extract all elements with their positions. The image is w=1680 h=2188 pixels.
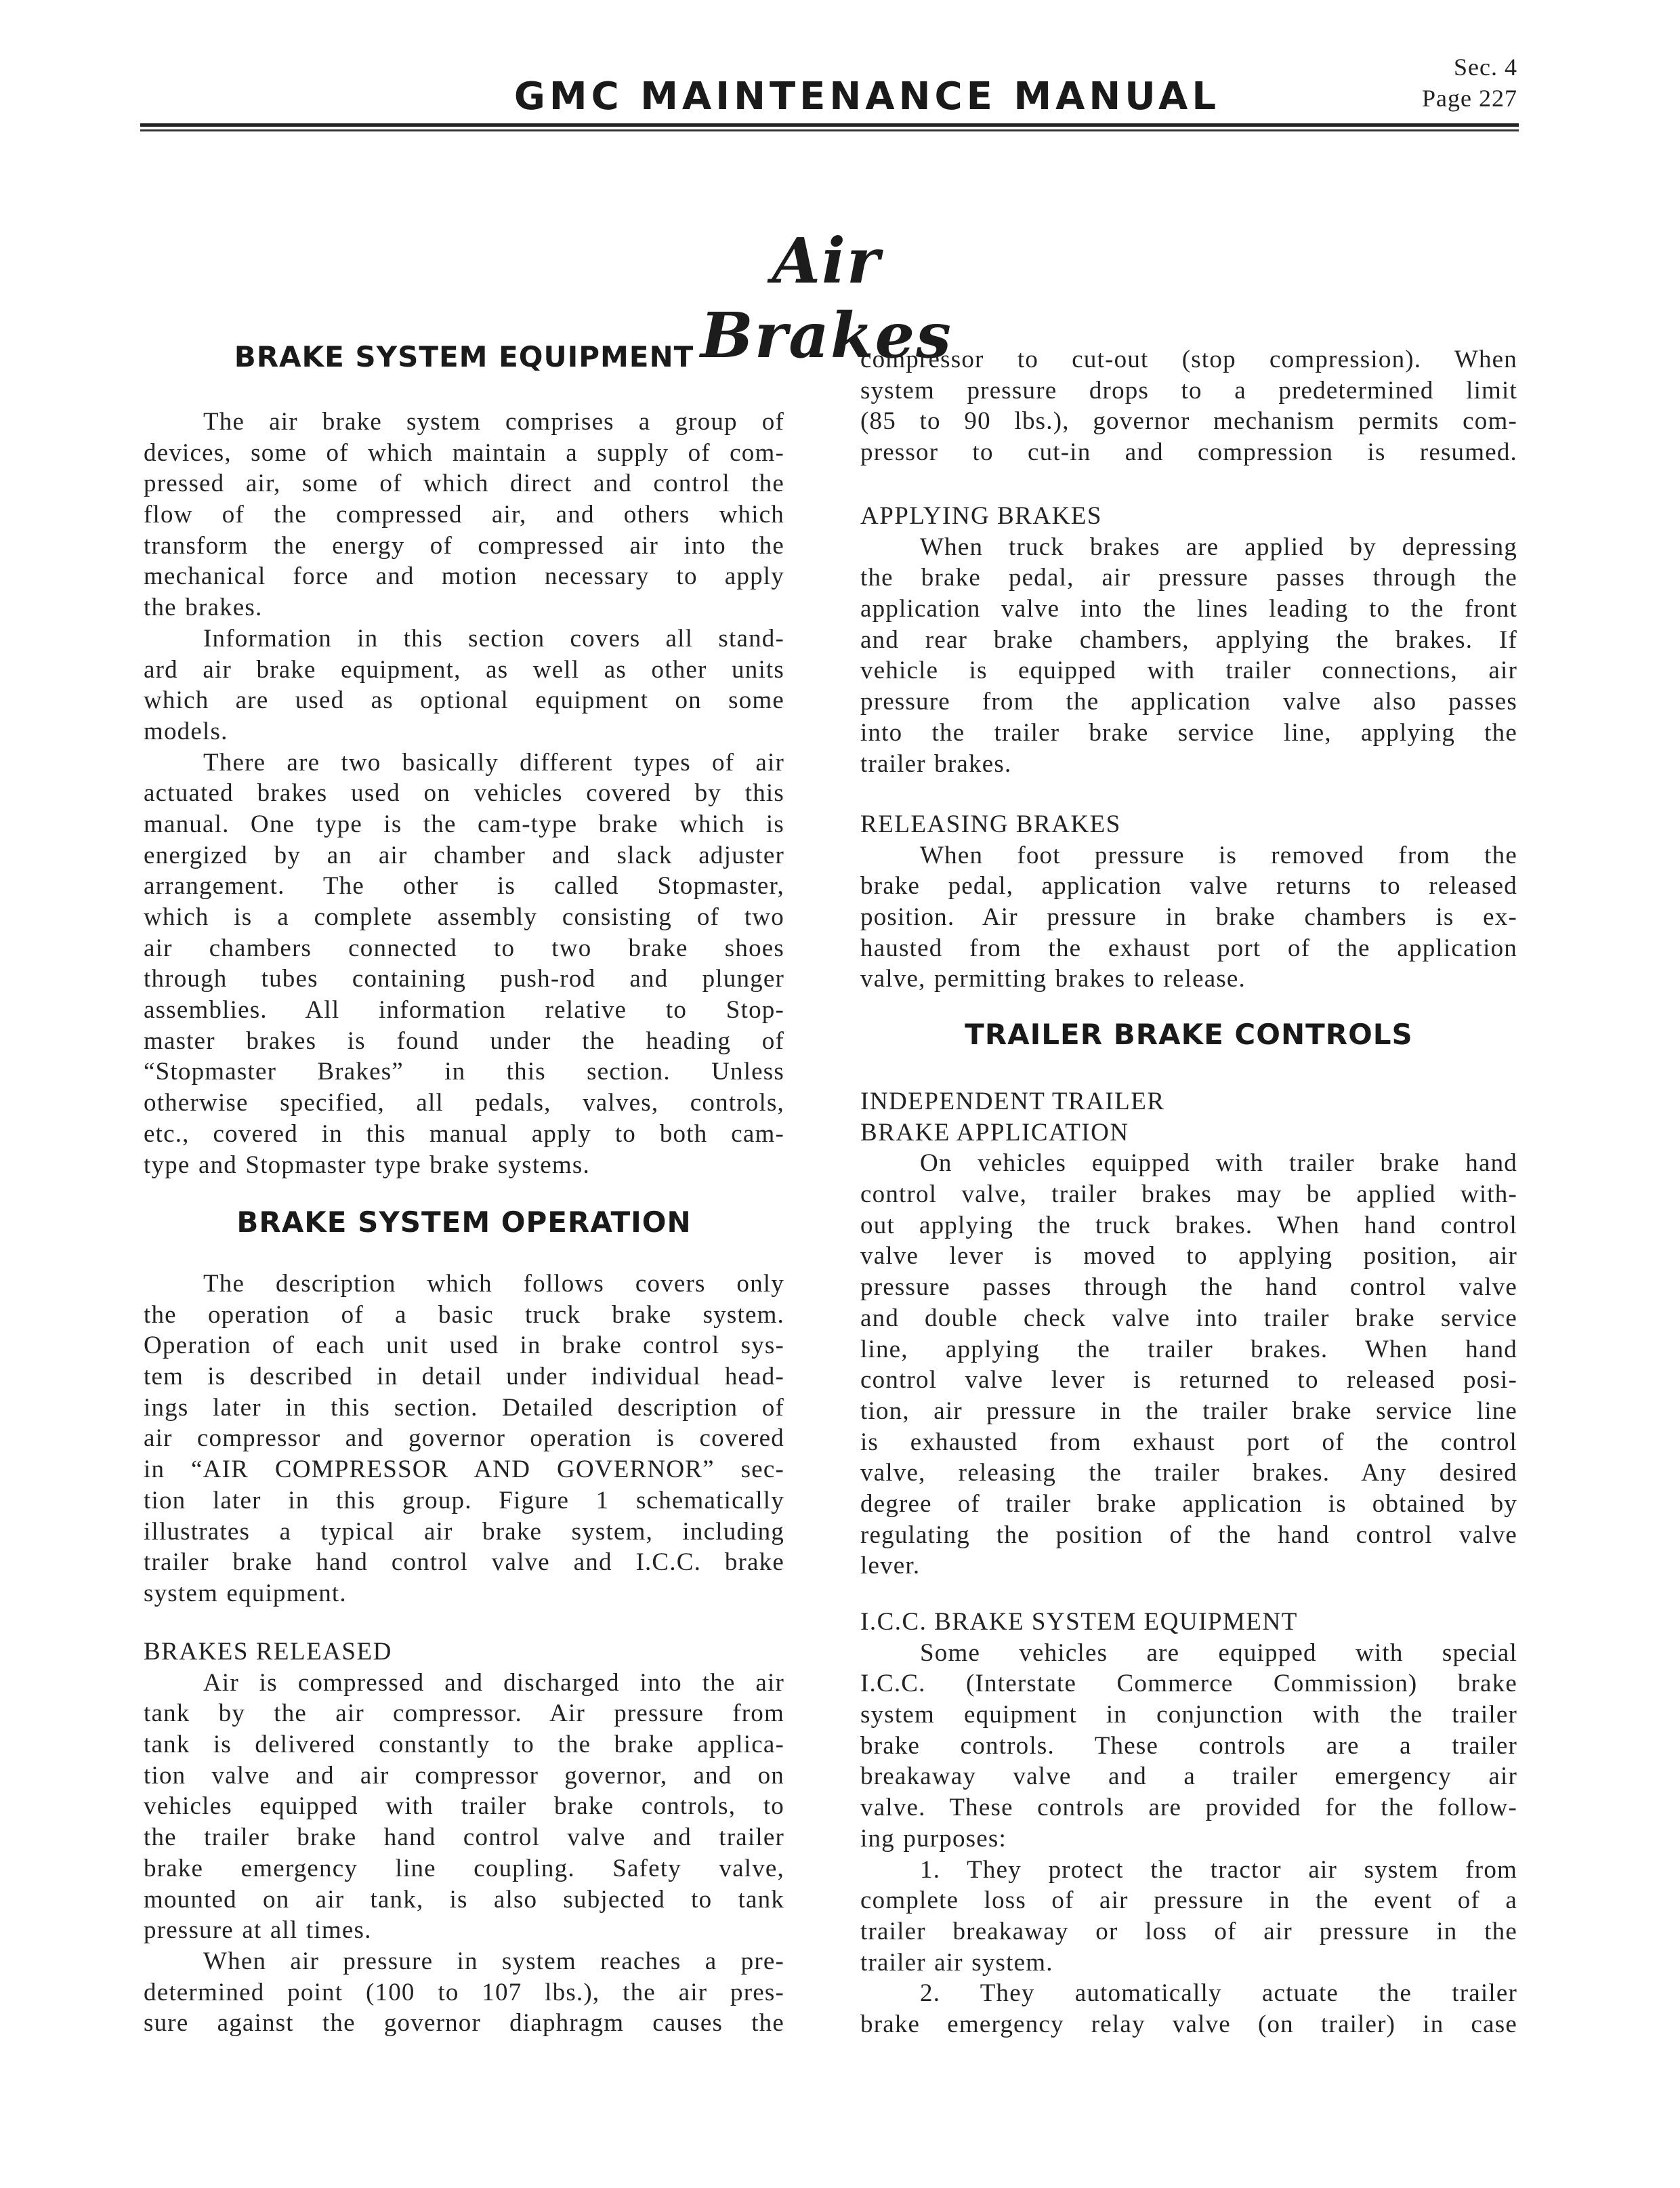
subheading-brakes-released: BRAKES RELEASED [144,1638,392,1666]
section-icc-equipment [860,1607,1517,2040]
text-line: I.C.C. (Interstate Commerce Commission) brake [860,1670,1517,1698]
text-line: position. Air pressure in brake chambers is ex- [860,903,1517,932]
header-rule-thin [140,129,1519,131]
text-line: “Stopmaster Brakes” in this section. Unless [144,1058,784,1086]
text-line: through tubes containing push-rod and plunger [144,965,784,993]
text-line: regulating the position of the hand control valve [860,1521,1517,1549]
text-line: manual. One type is the cam-type brake which is [144,810,784,838]
text-line: is exhausted from exhaust port of the control [860,1428,1517,1456]
text-line: application valve into the lines leading to the front [860,595,1517,623]
text-line: the brake pedal, air pressure passes through the [860,564,1517,592]
text-line: which is a complete assembly consisting of two [144,903,784,931]
text-line: Air is compressed and discharged into the air [203,1668,784,1697]
text-line: pressor to cut-in and compression is resumed. [860,438,1517,467]
text-line: valve, permitting brakes to release. [860,965,1246,993]
text-line: into the trailer brake service line, applying the [860,718,1517,747]
text-line: and rear brake chambers, applying the brakes. If [860,625,1517,654]
text-line: and double check valve into trailer brake service [860,1304,1517,1332]
text-line: vehicles equipped with trailer brake controls, to [144,1792,784,1821]
text-line: vehicle is equipped with trailer connections, air [860,657,1517,685]
text-line: type and Stopmaster type brake systems. [144,1151,590,1179]
subheading-independent-trailer: INDEPENDENT TRAILER [860,1088,1165,1115]
page-number: Page 227 [1422,85,1517,112]
text-line: When air pressure in system reaches a pre- [203,1947,784,1975]
text-line: brake pedal, application valve returns to released [860,872,1517,901]
text-line: pressure passes through the hand control valve [860,1273,1517,1302]
text-line: brake emergency relay valve (on trailer) in case [860,2010,1517,2038]
text-line: trailer breakaway or loss of air pressure in the [860,1917,1517,1945]
text-line: trailer brakes. [860,749,1012,778]
text-line: actuated brakes used on vehicles covered by this [144,779,784,808]
section-independent-trailer-brake [860,1086,1517,1582]
heading-trailer-brake-controls: TRAILER BRAKE CONTROLS [965,1018,1413,1051]
text-line: illustrates a typical air brake system, including [144,1517,784,1546]
text-line: tion valve and air compressor governor, and on [144,1761,784,1790]
text-line: hausted from the exhaust port of the application [860,934,1517,962]
text-line: Some vehicles are equipped with special [920,1638,1517,1667]
text-line: energized by an air chamber and slack adjuster [144,841,784,869]
section-page-label [1422,51,1517,114]
subheading-applying-brakes: APPLYING BRAKES [860,502,1102,530]
subheading-releasing-brakes: RELEASING BRAKES [860,810,1121,838]
text-line: tion later in this group. Figure 1 schematically [144,1486,784,1514]
list-item-1: 1. They protect the tractor air system from [920,1855,1517,1884]
text-line: system equipment. [144,1579,347,1607]
text-line: There are two basically different types of air [203,748,784,777]
text-line: flow of the compressed air, and others which [144,501,784,529]
text-line: arrangement. The other is called Stopmaster, [144,872,784,901]
paragraph-cutout [860,344,1517,468]
text-line: Information in this section covers all stand- [203,624,784,653]
text-line: pressure from the application valve also passes [860,688,1517,716]
text-line: control valve, trailer brakes may be applied with- [860,1180,1517,1209]
text-line: tion, air pressure in the trailer brake service line [860,1397,1517,1425]
text-line: devices, some of which maintain a supply of com- [144,438,784,467]
text-line: ings later in this section. Detailed description of [144,1393,784,1422]
section-applying-brakes [860,501,1517,779]
text-line: breakaway valve and a trailer emergency air [860,1762,1517,1791]
section-brakes-released [144,1636,784,2039]
heading-brake-system-operation: BRAKE SYSTEM OPERATION [236,1205,692,1239]
text-line: out applying the truck brakes. When hand control [860,1211,1517,1239]
text-line: the brakes. [144,594,263,622]
text-line: ing purposes: [860,1824,1007,1853]
text-line: line, applying the trailer brakes. When hand [860,1335,1517,1363]
header-rule-thick [140,123,1519,127]
text-line: When foot pressure is removed from the [920,841,1517,869]
subheading-icc-brake-system: I.C.C. BRAKE SYSTEM EQUIPMENT [860,1608,1298,1636]
text-line: degree of trailer brake application is obtained by [860,1489,1517,1518]
text-line: otherwise specified, all pedals, valves, controls, [144,1089,784,1117]
text-line: sure against the governor diaphragm causes the [144,2009,784,2038]
chapter-title: Air Brakes [700,224,952,372]
text-line: assemblies. All information relative to Stop- [144,996,784,1025]
section-number: Sec. 4 [1454,54,1517,81]
text-line: tem is described in detail under individual head- [144,1363,784,1391]
text-line: complete loss of air pressure in the event of a [860,1886,1517,1915]
text-line: trailer brake hand control valve and I.C.C. brake [144,1548,784,1577]
text-line: mechanical force and motion necessary to apply [144,562,784,591]
text-line: system pressure drops to a predetermined limit [860,376,1517,405]
text-line: ard air brake equipment, as well as other units [144,655,784,684]
text-line: master brakes is found under the heading of [144,1027,784,1055]
text-line: trailer air system. [860,1948,1053,1977]
paragraph-equipment-intro [144,407,784,1180]
text-line: mounted on air tank, is also subjected to tank [144,1885,784,1914]
text-line: pressure at all times. [144,1916,372,1945]
text-line: valve. These controls are provided for the follow- [860,1794,1517,1822]
text-line: air chambers connected to two brake shoes [144,934,784,962]
text-line: brake emergency line coupling. Safety valve, [144,1854,784,1882]
running-header-title: GMC MAINTENANCE MANUAL [513,75,1221,119]
text-line: The description which follows covers only [203,1270,784,1298]
text-line: Operation of each unit used in brake control sys- [144,1332,784,1360]
text-line: brake controls. These controls are a trailer [860,1731,1517,1760]
text-line: transform the energy of compressed air into the [144,531,784,560]
text-line: compressor to cut-out (stop compression). When [860,346,1517,373]
text-line: tank by the air compressor. Air pressure from [144,1699,784,1728]
text-line: valve lever is moved to applying position, air [860,1242,1517,1271]
text-line: valve, releasing the trailer brakes. Any desired [860,1459,1517,1487]
text-line: tank is delivered constantly to the brake applica- [144,1731,784,1759]
text-line: the trailer brake hand control valve and trailer [144,1823,784,1852]
heading-brake-system-equipment: BRAKE SYSTEM EQUIPMENT [234,340,694,373]
text-line: The air brake system comprises a group of [203,408,784,436]
paragraph-operation [144,1268,784,1609]
text-line: system equipment in conjunction with the trailer [860,1701,1517,1729]
text-line: control valve lever is returned to released posi- [860,1366,1517,1395]
text-line: air compressor and governor operation is covered [144,1424,784,1453]
text-line: in “AIR COMPRESSOR AND GOVERNOR” sec- [144,1456,784,1484]
subheading-brake-application: BRAKE APPLICATION [860,1118,1129,1147]
text-line: lever. [860,1552,921,1580]
text-line: On vehicles equipped with trailer brake hand [920,1149,1517,1178]
text-line: (85 to 90 lbs.), governor mechanism permits com- [860,407,1517,436]
text-line: pressed air, some of which direct and control the [144,470,784,498]
text-line: etc., covered in this manual apply to both cam- [144,1119,784,1148]
section-releasing-brakes [860,809,1517,995]
text-line: determined point (100 to 107 lbs.), the air pres- [144,1978,784,2006]
text-line: models. [144,717,228,745]
text-line: which are used as optional equipment on some [144,686,784,715]
text-line: When truck brakes are applied by depressing [920,533,1517,561]
list-item-2: 2. They automatically actuate the trailer [920,1979,1517,2008]
text-line: the operation of a basic truck brake system. [144,1300,784,1329]
